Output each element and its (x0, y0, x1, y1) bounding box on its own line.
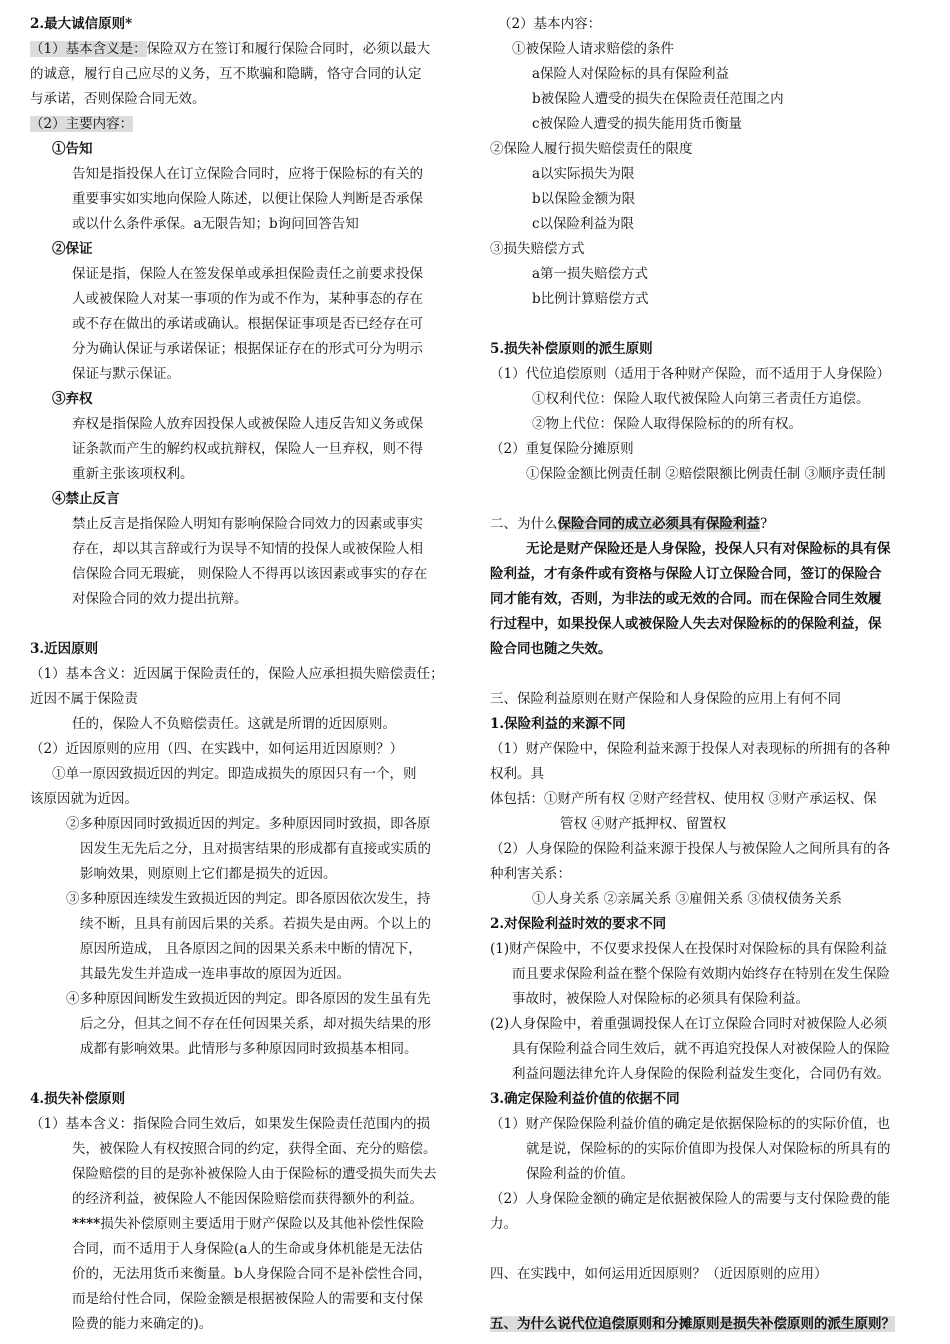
paragraph-line: 证条款而产生的解约权或抗辩权，保险人一旦弃权，则不得 (72, 441, 423, 457)
section-title-indemnity: 4.损失补偿原则 (30, 1091, 126, 1107)
paragraph-line: b以保险金额为限 (532, 191, 636, 207)
paragraph-line: ②多种原因同时致损近因的判定。多种原因同时致损，即各原 (66, 816, 431, 832)
spacer (30, 1062, 462, 1087)
paragraph-line: 信保险合同无瑕疵， 则保险人不得再以该因素或事实的存在 (72, 566, 428, 582)
right-column (490, 12, 930, 1337)
paragraph-line (30, 112, 462, 137)
paragraph-line: 该原因就为近因。 (30, 791, 138, 807)
paragraph-line: （1）财产保险中，保险利益来源于投保人对表现标的所拥有的各种 (490, 741, 891, 757)
highlighted-phrase: 保险合同的成立必须具有保险利益 (557, 516, 760, 532)
paragraph-line: （1）基本含义：指保险合同生效后，如果发生保险责任范围内的损 (30, 1116, 431, 1132)
paragraph-line: ①人身关系 ②亲属关系 ③雇佣关系 ③债权债务关系 (532, 891, 842, 907)
paragraph-line: 弃权是指保险人放弃因投保人或被保险人违反告知义务或保 (72, 416, 423, 432)
paragraph-line: 保险赔偿的目的是弥补被保险人由于保险标的遭受损失而失去 (72, 1166, 437, 1182)
subsection-title-waiver: ③弃权 (52, 391, 93, 407)
paragraph-line: 无论是财产保险还是人身保险，投保人只有对保险标的具有保 (526, 541, 891, 557)
paragraph-line: 近因不属于保险责 (30, 691, 138, 707)
paragraph-line: a保险人对保险标的具有保险利益 (532, 66, 730, 82)
paragraph-line: ****损失补偿原则主要适用于财产保险以及其他补偿性保险 (72, 1216, 425, 1232)
paragraph-line: （2）人身保险金额的确定是依据被保险人的需要与支付保险费的能 (490, 1191, 891, 1207)
paragraph-line: (2)人身保险中，着重强调投保人在订立保险合同时对被保险人必须 (490, 1016, 888, 1032)
paragraph-line: 对保险合同的效力提出抗辩。 (72, 591, 248, 607)
subsection-title-disclosure: ①告知 (52, 141, 93, 157)
paragraph-line: （1）基本含义是：保险双方在签订和履行保险合同时，必须以最大 (30, 41, 431, 57)
paragraph-line: 的诚意，履行自己应尽的义务，互不欺骗和隐瞒，恪守合同的认定 (30, 66, 422, 82)
spacer (30, 612, 462, 637)
paragraph-line: 续不断，且具有前因后果的关系。若损失是由两。个以上的 (80, 916, 431, 932)
spacer (490, 487, 930, 512)
paragraph-line: 分为确认保证与承诺保证；根据保证存在的形式可分为明示 (72, 341, 423, 357)
note-stars: **** (72, 1216, 101, 1232)
paragraph-line: 与承诺，否则保险合同无效。 (30, 91, 206, 107)
subsection-title-source: 1.保险利益的来源不同 (490, 716, 626, 732)
paragraph-line: 的经济利益，被保险人不能因保险赔偿而获得额外的利益。 (72, 1191, 423, 1207)
highlighted-label: （2）主要内容： (30, 116, 134, 132)
paragraph-line: 后之分，但其之间不存在任何因果关系，却对损失结果的形 (80, 1016, 431, 1032)
question-three-title: 三、保险利益原则在财产保险和人身保险的应用上有何不同 (490, 691, 841, 707)
paragraph-line: 同才能有效，否则，为非法的或无效的合同。而在保险合同生效履 (490, 591, 882, 607)
paragraph-line: 成都有影响效果。此情形与多种原因同时致损基本相同。 (80, 1041, 418, 1057)
paragraph-line: 保证是指，保险人在签发保单或承担保险责任之前要求投保 (72, 266, 423, 282)
paragraph-line: 而是给付性合同，保险金额是根据被保险人的需要和支付保 (72, 1291, 423, 1307)
question-four-title: 四、在实践中，如何运用近因原则？（近因原则的应用） (490, 1266, 828, 1282)
paragraph-line: 禁止反言是指保险人明知有影响保险合同效力的因素或事实 (72, 516, 423, 532)
paragraph-line: ③多种原因连续发生致损近因的判定。即各原因依次发生，持 (66, 891, 431, 907)
paragraph-line: 利益问题法律允许人身保险的保险利益发生变化，合同仍有效。 (512, 1066, 890, 1082)
paragraph-line: 或不存在做出的承诺或确认。根据保证事项是否已经存在可 (72, 316, 423, 332)
paragraph-line: 或以什么条件承保。a无限告知；b询问回答告知 (72, 216, 359, 232)
paragraph-line: ②物上代位：保险人取得保险标的的所有权。 (532, 416, 802, 432)
paragraph-line: 保证与默示保证。 (72, 366, 180, 382)
paragraph-line: （2）重复保险分摊原则 (490, 441, 634, 457)
highlighted-phrase: 五、为什么说代位追偿原则和分摊原则是损失补偿原则的派生原则？ (490, 1316, 895, 1332)
spacer (490, 1287, 930, 1312)
question-two-title: 二、为什么保险合同的成立必须具有保险利益? (490, 516, 768, 532)
section-title-derived-principles: 5.损失补偿原则的派生原则 (490, 341, 653, 357)
paragraph-line: （2）基本内容： (498, 16, 602, 32)
paragraph-line: 存在，却以其言辞或行为误导不知情的投保人或被保险人相 (72, 541, 423, 557)
paragraph-line: 险利益，才有条件或有资格与保险人订立保险合同，签订的保险合 (490, 566, 882, 582)
section-title-proximate-cause: 3.近因原则 (30, 641, 99, 657)
paragraph-line: 因发生无先后之分，且对损害结果的形成都有直接或实质的 (80, 841, 431, 857)
paragraph-line: ③损失赔偿方式 (490, 241, 585, 257)
paragraph-line: 价的，无法用货币来衡量。b人身保险合同不是补偿性合同， (72, 1266, 432, 1282)
paragraph-line: （1）代位追偿原则（适用于各种财产保险，而不适用于人身保险） (490, 366, 891, 382)
subsection-title-valuation: 3.确定保险利益价值的依据不同 (490, 1091, 680, 1107)
paragraph-line: 其最先发生并造成一连串事故的原因为近因。 (80, 966, 350, 982)
paragraph-line: （1）基本含义：近因属于保险责任的，保险人应承担损失赔偿责任； (30, 666, 444, 682)
paragraph-line: c被保险人遭受的损失能用货币衡量 (532, 116, 743, 132)
paragraph-line: 影响效果，则原则上它们都是损失的近因。 (80, 866, 337, 882)
paragraph-line: （2）近因原则的应用（四、在实践中，如何运用近因原则？） (30, 741, 404, 757)
subsection-title-warranty: ②保证 (52, 241, 93, 257)
paragraph-line: 任的，保险人不负赔偿责任。这就是所谓的近因原则。 (72, 716, 396, 732)
paragraph-line: 重要事实如实地向保险人陈述，以便让保险人判断是否承保 (72, 191, 423, 207)
paragraph-line: 就是说，保险标的的实际价值即为投保人对保险标的所具有的 (526, 1141, 891, 1157)
paragraph-line: 合同，而不适用于人身保险(a人的生命或身体机能是无法估 (72, 1241, 423, 1257)
highlighted-label: （1）基本含义是： (30, 41, 147, 57)
paragraph-line: 管权 ④财产抵押权、留置权 (560, 816, 727, 832)
paragraph-line: ①权利代位：保险人取代被保险人向第三者责任方追偿。 (532, 391, 870, 407)
left-column (30, 12, 462, 1337)
paragraph-line: 保险利益的价值。 (526, 1166, 634, 1182)
paragraph-line: 告知是指投保人在订立保险合同时，应将于保险标的有关的 (72, 166, 423, 182)
paragraph-line: 力。 (490, 1216, 517, 1232)
paragraph-line: 具有保险利益合同生效后，就不再追究投保人对被保险人的保险 (512, 1041, 890, 1057)
paragraph-line: 原因所造成， 且各原因之间的因果关系未中断的情况下， (80, 941, 422, 957)
paragraph-line: 种利害关系： (490, 866, 571, 882)
paragraph-line: (1)财产保险中，不仅要求投保人在投保时对保险标的具有保险利益 (490, 941, 888, 957)
spacer (490, 312, 930, 337)
spacer (490, 662, 930, 687)
paragraph-line: a第一损失赔偿方式 (532, 266, 649, 282)
subsection-title-timing: 2.对保险利益时效的要求不同 (490, 916, 667, 932)
paragraph-line: 体包括：①财产所有权 ②财产经营权、使用权 ③财产承运权、保 (490, 791, 877, 807)
question-five-title (490, 1312, 930, 1337)
paragraph-line: 失，被保险人有权按照合同的约定，获得全面、充分的赔偿。 (72, 1141, 437, 1157)
paragraph-line: ④多种原因间断发生致损近因的判定。即各原因的发生虽有先 (66, 991, 431, 1007)
paragraph-line: ①单一原因致损近因的判定。即造成损失的原因只有一个，则 (52, 766, 417, 782)
paragraph-line: 人或被保险人对某一事项的作为或不作为，某种事态的存在 (72, 291, 423, 307)
paragraph-line: ①被保险人请求赔偿的条件 (512, 41, 674, 57)
paragraph-line: 事故时，被保险人对保险标的必须具有保险利益。 (512, 991, 809, 1007)
paragraph-line: 而且要求保险利益在整个保险有效期内始终存在特别在发生保险 (512, 966, 890, 982)
paragraph-line: 险合同也随之失效。 (490, 641, 612, 657)
paragraph-line: a以实际损失为限 (532, 166, 635, 182)
paragraph-line: 权利。具 (490, 766, 544, 782)
spacer (490, 1237, 930, 1262)
paragraph-line: （1）财产保险保险利益价值的确定是依据保险标的的实际价值，也 (490, 1116, 891, 1132)
paragraph-line: ②保险人履行损失赔偿责任的限度 (490, 141, 693, 157)
paragraph-line: c以保险利益为限 (532, 216, 635, 232)
subsection-title-estoppel: ④禁止反言 (52, 491, 120, 507)
paragraph-line: b比例计算赔偿方式 (532, 291, 649, 307)
paragraph-line: ①保险金额比例责任制 ②赔偿限额比例责任制 ③顺序责任制 (526, 466, 886, 482)
section-title-utmost-good-faith: 2.最大诚信原则* (30, 16, 133, 32)
paragraph-line: 重新主张该项权利。 (72, 466, 194, 482)
paragraph-line: 行过程中，如果投保人或被保险人失去对保险标的的保险利益，保 (490, 616, 882, 632)
paragraph-line: （2）人身保险的保险利益来源于投保人与被保险人之间所具有的各 (490, 841, 891, 857)
paragraph-line: b被保险人遭受的损失在保险责任范围之内 (532, 91, 784, 107)
paragraph-line: 险费的能力来确定的)。 (72, 1316, 213, 1332)
